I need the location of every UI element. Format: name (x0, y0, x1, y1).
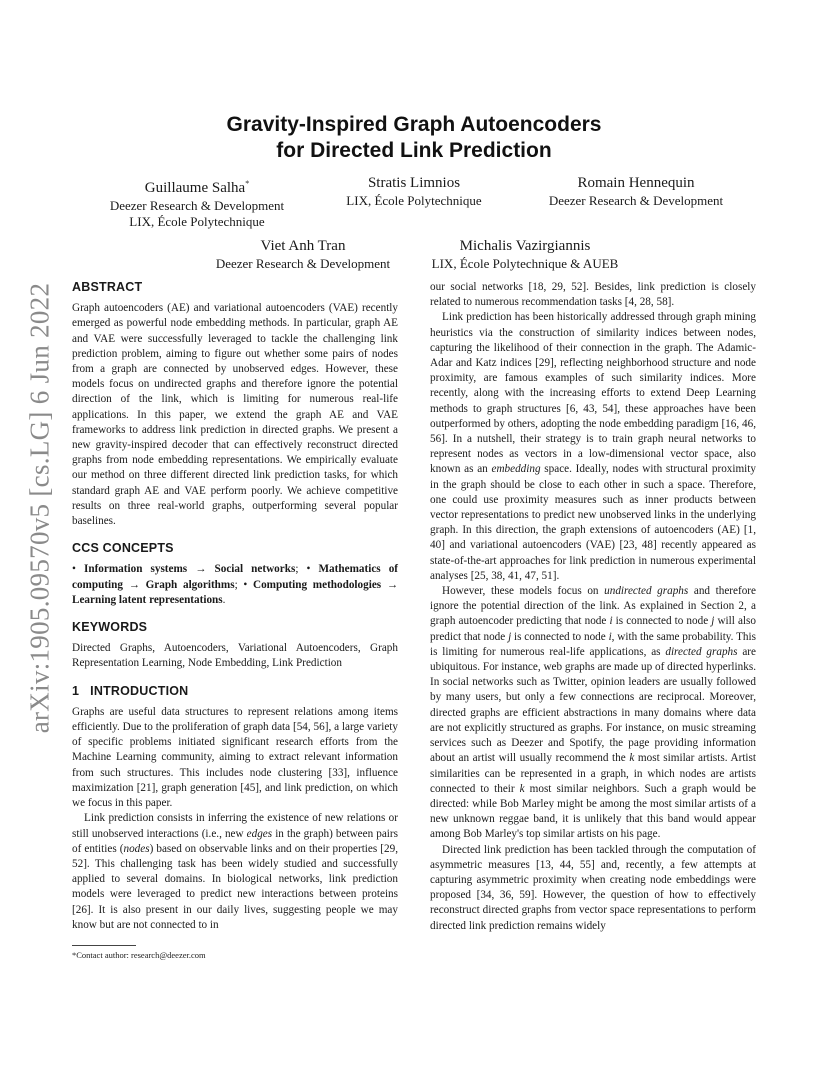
author-name: Michalis Vazirgiannis (459, 238, 591, 254)
author-affiliation: LIX, École Polytechnique (129, 214, 265, 229)
arxiv-identifier-text: arXiv:1905.09570v5 [cs.LG] 6 Jun 2022 (24, 282, 55, 734)
title-line-2: for Directed Link Prediction (276, 139, 552, 162)
right-paragraph-1: Link prediction has been historically addressed through graph mining heuristics via the construction of similarity indices between nodes, capturing the likelihood of their connection in the graph. The Adamic-Adar and Katz indices [29], reflecting neighborhood structure and node proximity, are famous examples of such similarity indices. More recently, along with the increasing efforts to extend Deep Learning methods to graph structures [6, 43, 54], these approaches have been outperformed by others, adopting the node embedding paradigm [16, 46, 56]. In a nutshell, their strategy is to train graph neural networks to represent nodes as vectors in a low-dimensional vector space, also known as an embedding space. Ideally, nodes with structural proximity in the graph should be close to each other in such a space. Therefore, one could use proximity measures such as inner products between vector representations to predict new unobserved links in the underlying graph. In this direction, the graph extensions of autoencoders (AE) [1, 40] and variational autoencoders (VAE) [23, 48] recently appeared as state-of-the-art approaches for link prediction in numerous experimental analyses [25, 38, 41, 47, 51]. (430, 311, 756, 582)
right-paragraph-2: However, these models focus on undirected graphs and therefore ignore the potential direction of the link. As explained in Section 2, a graph autoencoder predicting that node i is connected to node j will also predict that node j is connected to node i, with the same probability. This is limiting for numerous real-life applications, as directed graphs are ubiquitous. For instance, web graphs are made up of directed hyperlinks. In social networks such as Twitter, opinion leaders are usually followed by many users, but only a few connections are reciprocal. Moreover, directed graphs are efficient abstractions in many domains where data are not explicitly structured as graphs. For instance, on music streaming services such as Deezer and Spotify, the page providing information about an artist will usually recommend the k most similar artists. Artist similarities can be represented in a graph, in which nodes are artists connected to their k most similar neighbors. Such a graph would be directed: while Bob Marley might be among the most similar artists of a new unknown reggae band, it is unlikely that this band would appear among Bob Marley's top similar artists on his page. (430, 585, 756, 841)
author-name: Guillaume Salha (144, 180, 246, 196)
footnote: *Contact author: research@deezer.com (72, 950, 206, 960)
right-paragraph-0: our social networks [18, 29, 52]. Besides, link prediction is closely related to numerous recommendation tasks [4, 28, 58]. (430, 281, 756, 309)
author-name: Romain Hennequin (577, 175, 695, 191)
author-block (531, 174, 741, 209)
ccs-term: Graph algorithms (145, 578, 235, 591)
ccs-term: Mathematics of computing (72, 563, 399, 591)
ccs-term: Computing methodologies (253, 578, 382, 591)
author-affiliation: Deezer Research & Development (215, 256, 391, 271)
author-affiliation: Deezer Research & Development (548, 193, 724, 208)
author-name: Stratis Limnios (367, 175, 461, 191)
right-column (430, 280, 756, 934)
ccs-term: Information systems (84, 563, 188, 576)
ccs-heading: CCS CONCEPTS (72, 541, 174, 556)
author-block (420, 237, 630, 272)
introduction-heading: 1 INTRODUCTION (72, 683, 189, 698)
arxiv-identifier (22, 282, 58, 734)
intro-paragraph-2: Link prediction consists in inferring the existence of new relations or still unobserved interactions (i.e., new edges in the graph) between pairs of entities (nodes) based on observable links and on their properties [29, 52]. This challenging task has been widely studied and successfully applied to several domains. In biological networks, link prediction models were leveraged to predict new interactions between proteins [26]. It is also present in our daily lives, suggesting people we may know but are not connected to in (72, 812, 399, 931)
author-name: Viet Anh Tran (260, 238, 346, 254)
abstract-text: Graph autoencoders (AE) and variational autoencoders (VAE) recently emerged as powerful node embedding methods. In particular, graph AE and VAE were successfully leveraged to tackle the challenging link prediction problem, aiming to figure out whether some pairs of nodes from a graph are connected by unobserved edges. However, these models focus on undirected graphs and therefore ignore the potential direction of the link, which is limiting for numerous real-life applications. In this paper, we extend the graph AE and VAE frameworks to address link prediction in directed graphs. We present a new gravity-inspired decoder that can effectively reconstruct directed graphs from node embedding representations. We empirically evaluate our method on three different directed link prediction tasks, for which standard graph AE and VAE perform poorly. We achieve competitive results on three real-world graphs, outperforming several popular baselines. (72, 302, 398, 528)
footnote-divider (72, 945, 136, 946)
author-block (92, 174, 302, 230)
right-paragraph-3: Directed link prediction has been tackled through the computation of asymmetric measures [13, 44, 55] and, recently, a few attempts at capturing asymmetric proximity when creating node embeddings were proposed [34, 36, 59]. However, the question of how to effectively reconstruct directed graphs from vector space representations to perform directed link prediction remains widely (430, 843, 756, 932)
intro-paragraph-1: Graphs are useful data structures to represent relations among items efficiently. Due to the proliferation of graph data [54, 56], a large variety of specific problems initiated significant research efforts from the Machine Learning community, aiming to extract relevant information from such structures. This includes node clustering [33], influence maximization [21], graph generation [45], and link prediction, on which we focus in this paper. (72, 705, 398, 810)
ccs-term: Learning latent representations (72, 593, 223, 606)
author-footnote-mark: * (245, 179, 250, 188)
keywords-heading: KEYWORDS (72, 620, 148, 635)
author-block (198, 237, 408, 272)
title-line-1: Gravity-Inspired Graph Autoencoders (226, 113, 602, 136)
author-affiliation: Deezer Research & Development (109, 198, 285, 213)
author-affiliation: LIX, École Polytechnique (346, 193, 482, 208)
ccs-term: Social networks (214, 563, 296, 576)
abstract-heading: ABSTRACT (72, 280, 143, 294)
paper-title (0, 112, 828, 164)
author-block (314, 174, 514, 209)
author-affiliation: LIX, École Polytechnique & AUEB (431, 256, 619, 271)
keywords-text: Directed Graphs, Autoencoders, Variational Autoencoders, Graph Representation Learning, Node Embedding, Link Prediction (72, 642, 398, 670)
left-column (72, 280, 398, 933)
ccs-concepts: • Information systems → Social networks; • Mathematics of computing → Graph algorithms; • Computing methodologies → Learning latent representations. (72, 563, 399, 606)
